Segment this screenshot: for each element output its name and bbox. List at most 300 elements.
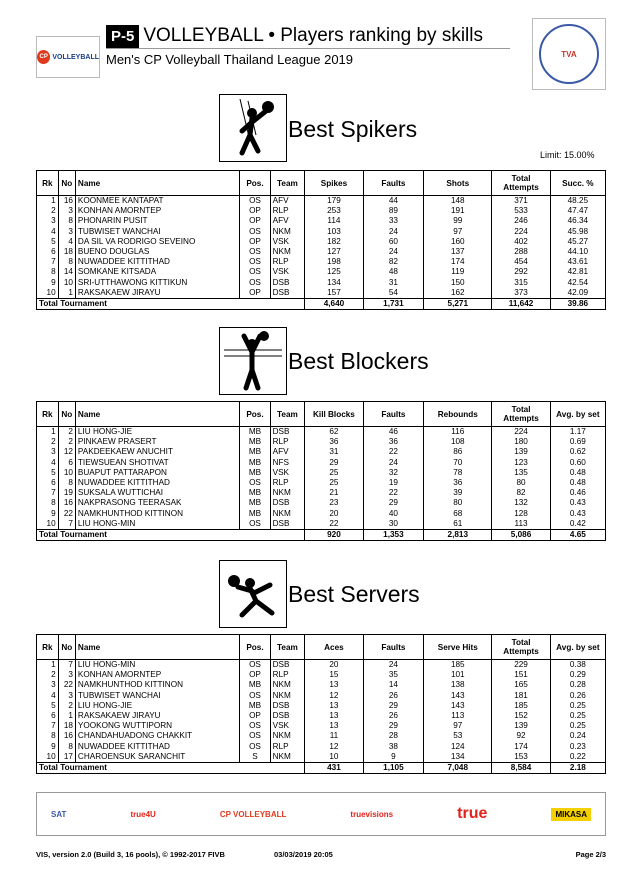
column-header: Pos.: [240, 171, 270, 196]
sponsor-truevisions: truevisions: [350, 809, 394, 819]
table-cell: 165: [492, 680, 550, 690]
table-row: [37, 216, 606, 226]
table-cell: 60: [363, 237, 424, 247]
table-cell: 8: [58, 742, 75, 752]
table-cell: 61: [424, 519, 492, 530]
table-cell: 138: [424, 680, 492, 690]
table-cell: 119: [424, 267, 492, 277]
table-cell: OS: [240, 247, 270, 257]
total-label: Total Tournament: [37, 298, 305, 309]
table-cell: 16: [58, 731, 75, 741]
table-cell: 24: [363, 660, 424, 671]
table-cell: RLP: [270, 478, 305, 488]
table-cell: 82: [492, 488, 550, 498]
table-cell: 6: [37, 711, 59, 721]
table-cell: NKM: [270, 680, 305, 690]
table-cell: 9: [37, 742, 59, 752]
table-cell: 8: [58, 478, 75, 488]
column-header: Team: [270, 402, 305, 427]
table-cell: 20: [305, 660, 363, 671]
table-cell: 17: [58, 752, 75, 763]
table-cell: 39: [424, 488, 492, 498]
table-cell: 22: [363, 447, 424, 457]
table-row: [37, 468, 606, 478]
table-cell: 2: [37, 206, 59, 216]
table-row: [37, 680, 606, 690]
table-cell: NAKPRASONG TEERASAK: [75, 498, 239, 508]
total-cell: 1,105: [363, 762, 424, 773]
column-header: Team: [270, 635, 305, 660]
footer-version: VIS, version 2.0 (Build 3, 16 pools), © 1992-2017 FIVB: [36, 850, 225, 859]
table-cell: 0.48: [550, 478, 605, 488]
table-cell: DSB: [270, 278, 305, 288]
footer-page: Page 2/3: [575, 850, 606, 859]
total-cell: 39.86: [550, 298, 605, 309]
total-cell: 431: [305, 762, 363, 773]
table-cell: 179: [305, 196, 363, 207]
table-cell: 25: [305, 468, 363, 478]
table-cell: 103: [305, 227, 363, 237]
table-cell: VSK: [270, 267, 305, 277]
table-cell: 80: [492, 478, 550, 488]
column-header: Pos.: [240, 402, 270, 427]
table-cell: OS: [240, 278, 270, 288]
table-cell: OS: [240, 660, 270, 671]
table-cell: 253: [305, 206, 363, 216]
total-label: Total Tournament: [37, 762, 305, 773]
table-cell: DSB: [270, 427, 305, 438]
table-cell: 29: [363, 701, 424, 711]
table-cell: 10: [37, 752, 59, 763]
table-cell: 454: [492, 257, 550, 267]
table-cell: 24: [363, 247, 424, 257]
table-cell: 12: [58, 447, 75, 457]
table-cell: 3: [58, 691, 75, 701]
table-row: [37, 731, 606, 741]
table-cell: 7: [37, 721, 59, 731]
table-cell: RLP: [270, 742, 305, 752]
table-cell: 6: [58, 458, 75, 468]
table-cell: 45.98: [550, 227, 605, 237]
table-cell: 78: [424, 468, 492, 478]
table-cell: 116: [424, 427, 492, 438]
table-cell: RAKSAKAEW JIRAYU: [75, 711, 239, 721]
column-header: Rk: [37, 171, 59, 196]
table-row: [37, 670, 606, 680]
table-cell: AFV: [270, 216, 305, 226]
table-cell: 4: [37, 458, 59, 468]
table-cell: 38: [363, 742, 424, 752]
table-cell: 92: [492, 731, 550, 741]
table-cell: 13: [305, 721, 363, 731]
table-cell: 31: [305, 447, 363, 457]
column-header: Faults: [363, 171, 424, 196]
table-row: [37, 247, 606, 257]
table-cell: NKM: [270, 227, 305, 237]
table-cell: LIU HONG-MIN: [75, 660, 239, 671]
table-row: [37, 206, 606, 216]
table-cell: 29: [363, 498, 424, 508]
total-row: [37, 762, 606, 773]
table-cell: 0.46: [550, 488, 605, 498]
table-cell: S: [240, 752, 270, 763]
table-cell: 8: [37, 267, 59, 277]
table-cell: OS: [240, 478, 270, 488]
table-cell: 11: [305, 731, 363, 741]
table-cell: 68: [424, 509, 492, 519]
column-header: Rk: [37, 402, 59, 427]
footer-date: 03/03/2019 20:05: [274, 850, 333, 859]
table-cell: TUBWISET WANCHAI: [75, 227, 239, 237]
table-cell: NKM: [270, 731, 305, 741]
table-cell: 0.29: [550, 670, 605, 680]
table-cell: 35: [363, 670, 424, 680]
table-cell: 44.10: [550, 247, 605, 257]
column-header: No: [58, 171, 75, 196]
table-cell: 22: [305, 519, 363, 530]
table-cell: TUBWISET WANCHAI: [75, 691, 239, 701]
table-cell: 2: [37, 670, 59, 680]
table-cell: 70: [424, 458, 492, 468]
league-logo-text: VOLLEYBALL: [52, 53, 99, 61]
total-cell: 2,813: [424, 529, 492, 540]
table-cell: DSB: [270, 711, 305, 721]
table-cell: 229: [492, 660, 550, 671]
total-cell: 11,642: [492, 298, 550, 309]
table-cell: 0.22: [550, 752, 605, 763]
total-cell: 2.18: [550, 762, 605, 773]
table-cell: 373: [492, 288, 550, 299]
table-cell: MB: [240, 427, 270, 438]
table-cell: 0.38: [550, 660, 605, 671]
table-cell: 315: [492, 278, 550, 288]
table-cell: DSB: [270, 660, 305, 671]
table-cell: 1.17: [550, 427, 605, 438]
table-cell: 16: [58, 196, 75, 207]
table-cell: 371: [492, 196, 550, 207]
table-cell: NKM: [270, 509, 305, 519]
spikers-table: [36, 170, 606, 310]
report-code: P-5: [106, 25, 139, 48]
column-header: Faults: [363, 402, 424, 427]
table-cell: DSB: [270, 519, 305, 530]
table-cell: 157: [305, 288, 363, 299]
column-header: No: [58, 635, 75, 660]
table-cell: OS: [240, 691, 270, 701]
table-row: [37, 196, 606, 207]
table-row: [37, 267, 606, 277]
table-cell: 139: [492, 447, 550, 457]
table-cell: 80: [424, 498, 492, 508]
table-cell: TIEWSUEAN SHOTIVAT: [75, 458, 239, 468]
table-cell: 132: [492, 498, 550, 508]
table-cell: 143: [424, 701, 492, 711]
total-cell: 1,353: [363, 529, 424, 540]
table-cell: OS: [240, 267, 270, 277]
table-cell: 181: [492, 691, 550, 701]
total-cell: 7,048: [424, 762, 492, 773]
table-cell: 0.24: [550, 731, 605, 741]
table-cell: 28: [363, 731, 424, 741]
table-cell: NUWADDEE KITTITHAD: [75, 478, 239, 488]
table-cell: SUKSALA WUTTICHAI: [75, 488, 239, 498]
cp-logo-mark: CP: [37, 50, 50, 64]
table-cell: 40: [363, 509, 424, 519]
total-cell: 5,086: [492, 529, 550, 540]
table-cell: 29: [305, 458, 363, 468]
table-cell: OP: [240, 670, 270, 680]
table-cell: CHANDAHUADONG CHAKKIT: [75, 731, 239, 741]
table-cell: 2: [58, 437, 75, 447]
table-cell: 0.25: [550, 711, 605, 721]
spiker-icon: [219, 94, 287, 162]
table-cell: 42.54: [550, 278, 605, 288]
table-cell: 0.42: [550, 519, 605, 530]
table-cell: OS: [240, 196, 270, 207]
spikers-limit: Limit: 15.00%: [540, 150, 595, 160]
column-header: Avg. by set: [550, 402, 605, 427]
table-cell: 135: [492, 468, 550, 478]
table-cell: DSB: [270, 701, 305, 711]
total-row: [37, 298, 606, 309]
table-cell: 113: [492, 519, 550, 530]
footer: [36, 850, 606, 859]
table-cell: 22: [58, 680, 75, 690]
table-cell: LIU HONG-JIE: [75, 427, 239, 438]
table-cell: NUWADDEE KITTITHAD: [75, 257, 239, 267]
table-cell: 174: [492, 742, 550, 752]
table-cell: 134: [305, 278, 363, 288]
column-header: Aces: [305, 635, 363, 660]
table-cell: 2: [58, 427, 75, 438]
table-cell: 0.48: [550, 468, 605, 478]
table-cell: 12: [305, 742, 363, 752]
table-cell: 7: [58, 519, 75, 530]
table-cell: 152: [492, 711, 550, 721]
table-cell: 151: [492, 670, 550, 680]
column-header: Total Attempts: [492, 171, 550, 196]
table-cell: RLP: [270, 670, 305, 680]
table-row: [37, 488, 606, 498]
total-cell: 5,271: [424, 298, 492, 309]
table-cell: 8: [58, 216, 75, 226]
table-row: [37, 227, 606, 237]
sponsor-sat: SAT: [51, 809, 67, 819]
table-cell: KONHAN AMORNTEP: [75, 206, 239, 216]
table-cell: 153: [492, 752, 550, 763]
table-row: [37, 478, 606, 488]
table-cell: 114: [305, 216, 363, 226]
table-cell: 22: [363, 488, 424, 498]
table-cell: 0.62: [550, 447, 605, 457]
table-cell: 15: [305, 670, 363, 680]
column-header: Team: [270, 171, 305, 196]
table-cell: 13: [305, 711, 363, 721]
column-header: Pos.: [240, 635, 270, 660]
table-row: [37, 278, 606, 288]
table-cell: 10: [58, 278, 75, 288]
table-cell: OS: [240, 257, 270, 267]
table-row: [37, 711, 606, 721]
table-cell: 224: [492, 427, 550, 438]
table-cell: NKM: [270, 691, 305, 701]
table-cell: DSB: [270, 498, 305, 508]
table-row: [37, 237, 606, 247]
table-cell: 53: [424, 731, 492, 741]
table-cell: 182: [305, 237, 363, 247]
table-cell: OP: [240, 216, 270, 226]
spikers-title: Best Spikers: [288, 116, 418, 142]
table-cell: AFV: [270, 196, 305, 207]
table-cell: 191: [424, 206, 492, 216]
table-cell: 0.25: [550, 701, 605, 711]
competition-name: Men's CP Volleyball Thailand League 2019: [106, 52, 354, 67]
table-row: [37, 691, 606, 701]
table-cell: 62: [305, 427, 363, 438]
table-cell: 82: [363, 257, 424, 267]
table-cell: 86: [424, 447, 492, 457]
table-cell: AFV: [270, 447, 305, 457]
table-cell: 224: [492, 227, 550, 237]
table-cell: 8: [37, 731, 59, 741]
table-cell: NAMKHUNTHOD KITTINON: [75, 509, 239, 519]
table-cell: KOONMEE KANTAPAT: [75, 196, 239, 207]
total-label: Total Tournament: [37, 529, 305, 540]
table-cell: KONHAN AMORNTEP: [75, 670, 239, 680]
table-cell: 0.25: [550, 721, 605, 731]
table-cell: 29: [363, 721, 424, 731]
table-cell: 10: [305, 752, 363, 763]
table-cell: NFS: [270, 458, 305, 468]
table-cell: 150: [424, 278, 492, 288]
table-row: [37, 498, 606, 508]
table-cell: 5: [37, 701, 59, 711]
table-cell: MB: [240, 458, 270, 468]
table-row: [37, 660, 606, 671]
table-cell: DA SIL VA RODRIGO SEVEINO: [75, 237, 239, 247]
column-header: Avg. by set: [550, 635, 605, 660]
total-cell: 8,584: [492, 762, 550, 773]
table-cell: 143: [424, 691, 492, 701]
table-cell: 46: [363, 427, 424, 438]
table-cell: 24: [363, 458, 424, 468]
column-header: Rebounds: [424, 402, 492, 427]
table-row: [37, 427, 606, 438]
table-cell: OS: [240, 731, 270, 741]
table-cell: MB: [240, 680, 270, 690]
table-cell: 26: [363, 711, 424, 721]
table-cell: 174: [424, 257, 492, 267]
table-cell: 0.69: [550, 437, 605, 447]
table-cell: RLP: [270, 437, 305, 447]
table-cell: 108: [424, 437, 492, 447]
table-cell: 9: [37, 509, 59, 519]
table-cell: MB: [240, 509, 270, 519]
table-cell: 125: [305, 267, 363, 277]
table-cell: 3: [37, 680, 59, 690]
column-header: Succ. %: [550, 171, 605, 196]
table-cell: 101: [424, 670, 492, 680]
federation-logo-right: [532, 18, 606, 90]
column-header: Faults: [363, 635, 424, 660]
table-cell: 45.27: [550, 237, 605, 247]
table-cell: 4: [37, 691, 59, 701]
table-cell: 7: [58, 660, 75, 671]
table-cell: 0.23: [550, 742, 605, 752]
table-cell: BUAPUT PATTARAPON: [75, 468, 239, 478]
table-cell: 10: [37, 288, 59, 299]
servers-table: [36, 634, 606, 774]
table-cell: 0.60: [550, 458, 605, 468]
table-cell: 14: [363, 680, 424, 690]
total-row: [37, 529, 606, 540]
table-row: [37, 721, 606, 731]
table-cell: 13: [305, 701, 363, 711]
table-cell: 22: [58, 509, 75, 519]
table-cell: 3: [58, 206, 75, 216]
table-cell: 23: [305, 498, 363, 508]
table-cell: 0.26: [550, 691, 605, 701]
table-cell: PAKDEEKAEW ANUCHIT: [75, 447, 239, 457]
table-cell: 128: [492, 509, 550, 519]
table-cell: YOOKONG WUTTIPORN: [75, 721, 239, 731]
table-cell: 18: [58, 247, 75, 257]
table-cell: 4: [37, 227, 59, 237]
table-cell: 46.34: [550, 216, 605, 226]
table-row: [37, 519, 606, 530]
table-cell: OP: [240, 206, 270, 216]
table-cell: 123: [492, 458, 550, 468]
table-cell: 402: [492, 237, 550, 247]
table-cell: PINKAEW PRASERT: [75, 437, 239, 447]
table-cell: 2: [58, 701, 75, 711]
table-cell: SRI-UTTHAWONG KITTIKUN: [75, 278, 239, 288]
column-header: Name: [75, 171, 239, 196]
sponsor-mikasa: MIKASA: [551, 808, 591, 821]
table-cell: MB: [240, 488, 270, 498]
table-cell: 8: [58, 257, 75, 267]
table-cell: 2: [37, 437, 59, 447]
table-cell: RLP: [270, 257, 305, 267]
sponsor-true4u: true4U: [130, 809, 156, 819]
table-cell: 1: [37, 196, 59, 207]
table-cell: 3: [37, 447, 59, 457]
table-row: [37, 288, 606, 299]
table-cell: 89: [363, 206, 424, 216]
table-row: [37, 447, 606, 457]
table-cell: 0.43: [550, 498, 605, 508]
table-cell: 160: [424, 237, 492, 247]
table-cell: 180: [492, 437, 550, 447]
total-cell: 920: [305, 529, 363, 540]
table-cell: OS: [240, 227, 270, 237]
table-row: [37, 509, 606, 519]
table-row: [37, 437, 606, 447]
table-cell: 20: [305, 509, 363, 519]
table-cell: 54: [363, 288, 424, 299]
table-cell: NKM: [270, 752, 305, 763]
table-cell: NAMKHUNTHOD KITTINON: [75, 680, 239, 690]
table-cell: 5: [37, 237, 59, 247]
table-cell: 9: [37, 278, 59, 288]
page-title: VOLLEYBALL • Players ranking by skills: [143, 25, 483, 46]
table-cell: 6: [37, 247, 59, 257]
table-cell: 292: [492, 267, 550, 277]
table-cell: RAKSAKAEW JIRAYU: [75, 288, 239, 299]
table-cell: 1: [37, 660, 59, 671]
table-cell: 13: [305, 680, 363, 690]
table-cell: 16: [58, 498, 75, 508]
